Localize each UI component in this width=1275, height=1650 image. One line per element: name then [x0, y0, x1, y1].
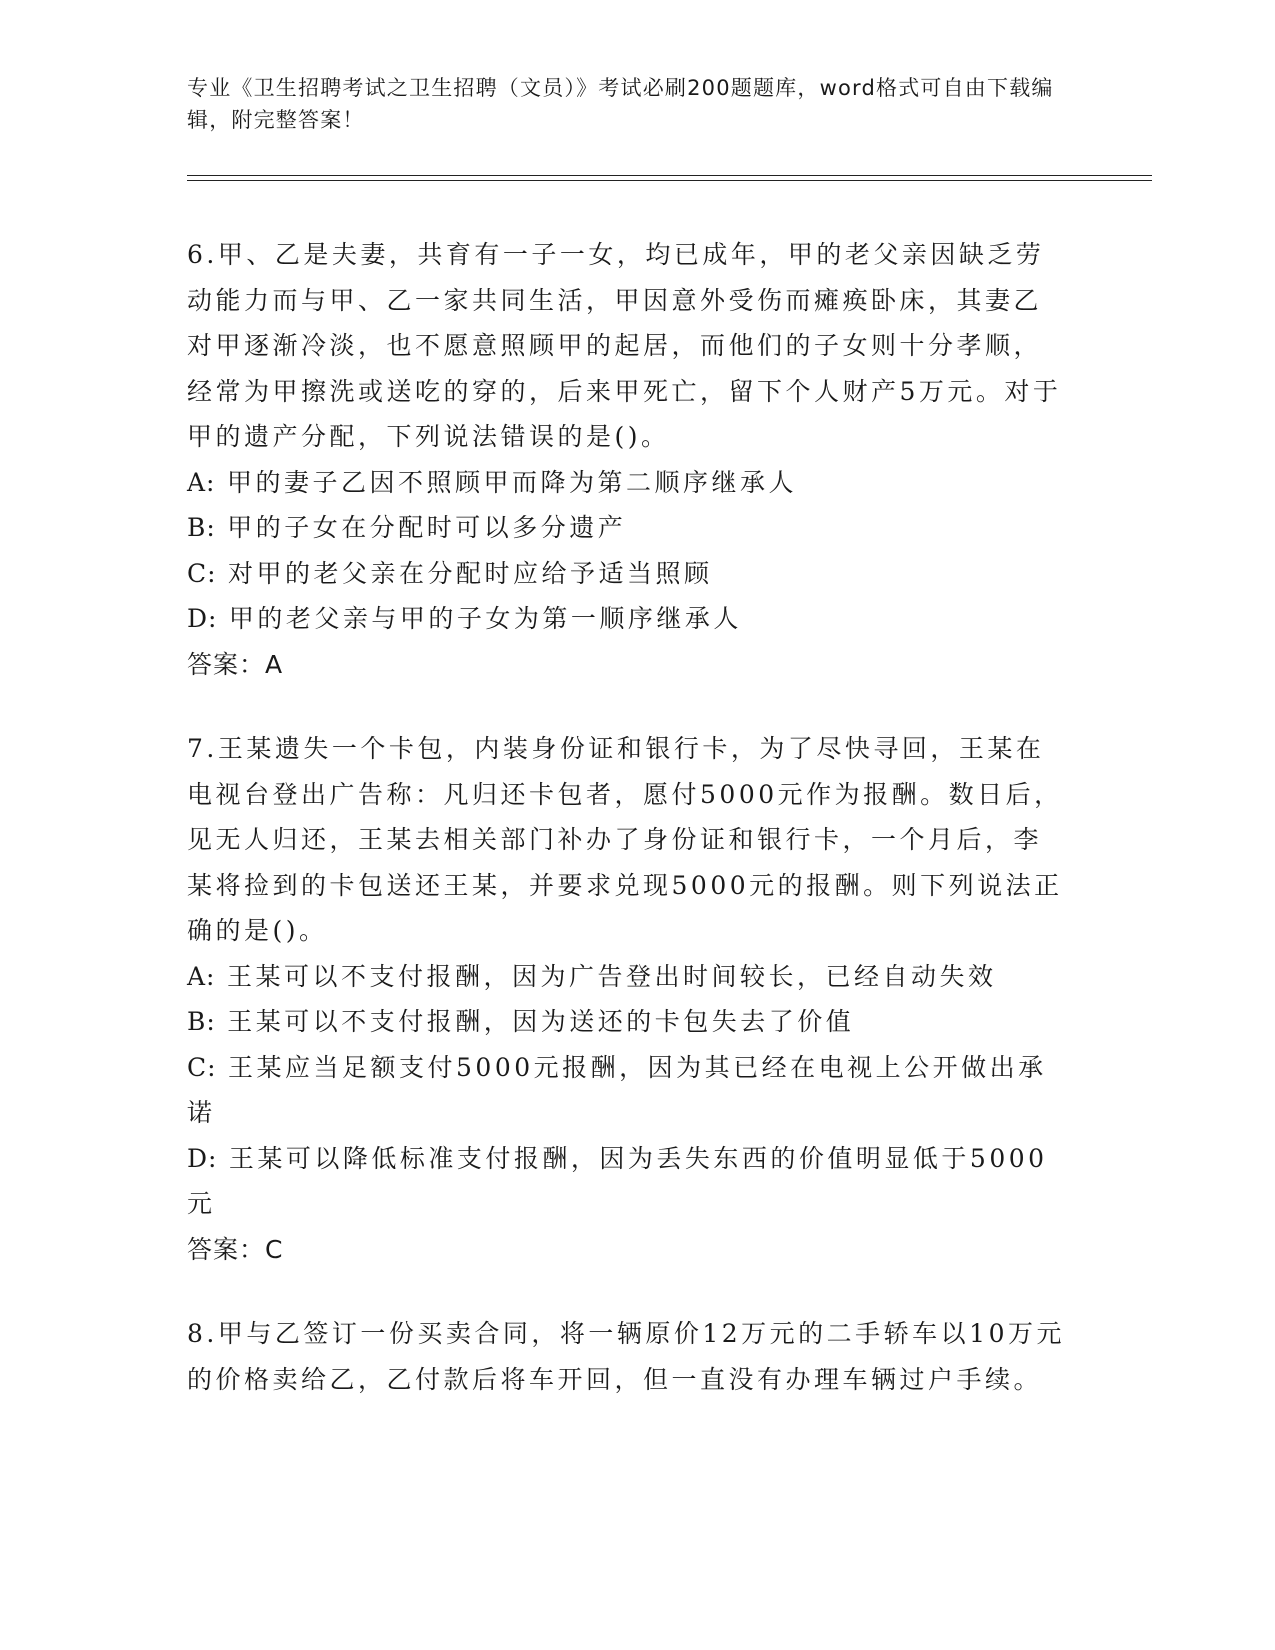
- question-7: [187, 726, 1067, 1272]
- option-text: 甲的妻子乙因不照顾甲而降为第二顺序继承人: [226, 467, 797, 497]
- question-text: 6.甲、乙是夫妻，共育有一子一女，均已成年，甲的老父亲因缺乏劳动能力而与甲、乙一家共同生活，甲因意外受伤而瘫痪卧床，其妻乙对甲逐渐冷淡，也不愿意照顾甲的起居，而他们的子女则十分孝顺，经常为甲擦洗或送吃的穿的，后来甲死亡，留下个人财产5万元。对于甲的遗产分配，下列说法错误的是()。: [187, 240, 1062, 451]
- option-text: 甲的老父亲与甲的子女为第一顺序继承人: [228, 604, 742, 633]
- option-c: [187, 1045, 1067, 1136]
- option-text: 对甲的老父亲在分配时应给予适当照顾: [228, 558, 713, 588]
- header-rule-top: [187, 175, 1152, 176]
- option-letter: B:: [187, 1007, 216, 1036]
- option-letter: A:: [187, 467, 216, 497]
- header-rule-bottom: [187, 180, 1152, 181]
- option-text: 王某可以不支付报酬，因为广告登出时间较长，已经自动失效: [226, 961, 997, 991]
- document-header: 专业《卫生招聘考试之卫生招聘（文员）》考试必刷200题题库，word格式可自由下载编辑，附完整答案！: [187, 76, 1054, 132]
- questions-list: [187, 232, 1067, 1441]
- answer-label: 答案：A: [187, 649, 284, 679]
- option-a: [187, 460, 1067, 506]
- option-a: [187, 954, 1067, 1000]
- option-letter: D:: [187, 1143, 218, 1173]
- option-d: [187, 1136, 1067, 1227]
- option-letter: C:: [187, 558, 217, 588]
- option-letter: A:: [187, 961, 216, 991]
- option-b: [187, 505, 1067, 551]
- option-c: [187, 551, 1067, 597]
- option-letter: C:: [187, 1052, 217, 1082]
- option-text: 王某应当足额支付5000元报酬，因为其已经在电视上公开做出承诺: [187, 1052, 1047, 1127]
- option-b: [187, 999, 1067, 1045]
- option-d: [187, 596, 1067, 642]
- answer-label: 答案：C: [187, 1234, 284, 1264]
- option-letter: D:: [187, 604, 218, 633]
- option-text: 王某可以降低标准支付报酬，因为丢失东西的价值明显低于5000元: [187, 1143, 1048, 1218]
- question-text: 7.王某遗失一个卡包，内装身份证和银行卡，为了尽快寻回，王某在电视台登出广告称：凡归还卡包者，愿付5000元作为报酬。数日后，见无人归还，王某去相关部门补办了身份证和银行卡，一个月后，李某将捡到的卡包送还王某，并要求兑现5000元的报酬。则下列说法正确的是()。: [187, 734, 1063, 945]
- option-text: 王某可以不支付报酬，因为送还的卡包失去了价值: [227, 1007, 855, 1036]
- option-text: 甲的子女在分配时可以多分遗产: [227, 513, 627, 542]
- question-text: 8.甲与乙签订一份买卖合同，将一辆原价12万元的二手轿车以10万元的价格卖给乙，乙付款后将车开回，但一直没有办理车辆过户手续。: [187, 1319, 1065, 1394]
- question-8: [187, 1311, 1067, 1402]
- option-letter: B:: [187, 513, 216, 542]
- question-6: [187, 232, 1067, 687]
